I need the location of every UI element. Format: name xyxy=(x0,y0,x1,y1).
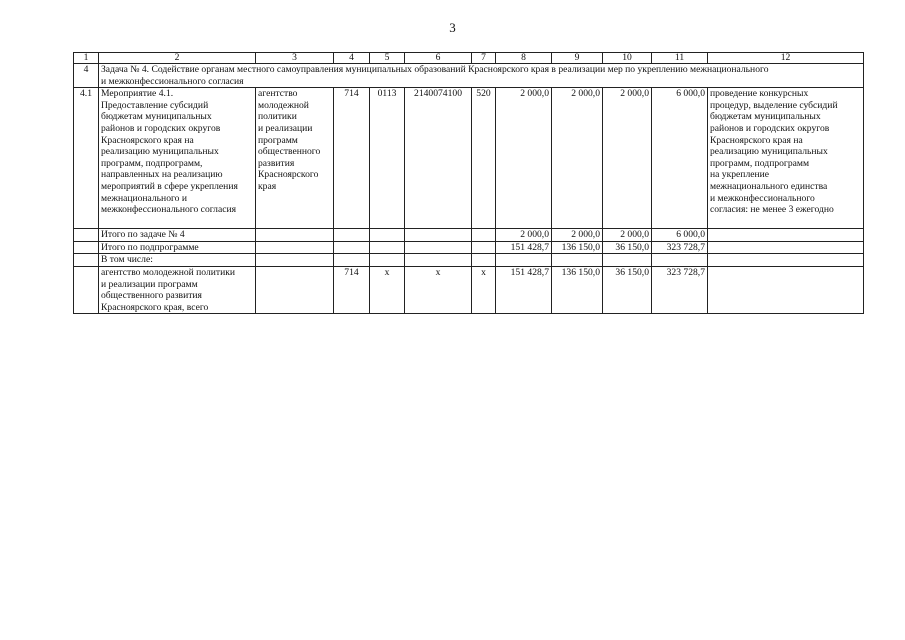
col-header-12: 12 xyxy=(708,53,864,64)
col-header-3: 3 xyxy=(256,53,334,64)
column-number-header-row xyxy=(74,53,864,64)
subprogram-total-year2: 136 150,0 xyxy=(552,241,603,254)
including-row xyxy=(74,254,864,267)
empty-cell xyxy=(74,229,99,242)
empty-cell xyxy=(652,254,708,267)
measure-vr: 520 xyxy=(472,88,496,229)
task-total-sum: 6 000,0 xyxy=(652,229,708,242)
empty-cell xyxy=(472,241,496,254)
agency-rzpr: х xyxy=(370,266,405,313)
task-title: Задача № 4. Содействие органам местного самоуправления муниципальных образований Красноярского края в реализации мер по укреплению межнационального и межконфессионального согласия xyxy=(99,64,864,88)
col-header-10: 10 xyxy=(603,53,652,64)
agency-total: 323 728,7 xyxy=(652,266,708,313)
task-total-year3: 2 000,0 xyxy=(603,229,652,242)
subprogram-total-row xyxy=(74,241,864,254)
subprogram-total-year3: 36 150,0 xyxy=(603,241,652,254)
agency-grbs: 714 xyxy=(334,266,370,313)
measure-csr: 2140074100 xyxy=(405,88,472,229)
measure-result: проведение конкурсных процедур, выделение субсидий бюджетам муниципальных районов и городских округов Красноярского края на реализацию муниципальных программ, подпрограмм на укрепление межнационального единства и межконфессионального согласия: не менее 3 ежегодно xyxy=(708,88,864,229)
task-total-year1: 2 000,0 xyxy=(496,229,552,242)
task-total-row xyxy=(74,229,864,242)
task-4-row xyxy=(74,64,864,88)
agency-year1: 151 428,7 xyxy=(496,266,552,313)
subprogram-total-label: Итого по подпрограмме xyxy=(99,241,256,254)
col-header-2: 2 xyxy=(99,53,256,64)
subprogram-total-sum: 323 728,7 xyxy=(652,241,708,254)
subprogram-total-year1: 151 428,7 xyxy=(496,241,552,254)
empty-cell xyxy=(256,266,334,313)
empty-cell xyxy=(74,266,99,313)
empty-cell xyxy=(472,229,496,242)
measure-rzpr: 0113 xyxy=(370,88,405,229)
empty-cell xyxy=(370,229,405,242)
empty-cell xyxy=(708,254,864,267)
agency-year2: 136 150,0 xyxy=(552,266,603,313)
col-header-8: 8 xyxy=(496,53,552,64)
empty-cell xyxy=(708,266,864,313)
budget-table xyxy=(73,52,864,314)
task-total-year2: 2 000,0 xyxy=(552,229,603,242)
col-header-1: 1 xyxy=(74,53,99,64)
empty-cell xyxy=(603,254,652,267)
empty-cell xyxy=(74,254,99,267)
measure-number: 4.1 xyxy=(74,88,99,229)
col-header-7: 7 xyxy=(472,53,496,64)
agency-name: агентство молодежной политики и реализации программ общественного развития Красноярского края, всего xyxy=(99,266,256,313)
empty-cell xyxy=(370,241,405,254)
including-label: В том числе: xyxy=(99,254,256,267)
task-total-label: Итого по задаче № 4 xyxy=(99,229,256,242)
empty-cell xyxy=(256,241,334,254)
page-number: 3 xyxy=(449,20,456,35)
col-header-4: 4 xyxy=(334,53,370,64)
agency-row xyxy=(74,266,864,313)
empty-cell xyxy=(256,254,334,267)
measure-year2: 2 000,0 xyxy=(552,88,603,229)
col-header-5: 5 xyxy=(370,53,405,64)
measure-year3: 2 000,0 xyxy=(603,88,652,229)
col-header-9: 9 xyxy=(552,53,603,64)
measure-4-1-row xyxy=(74,88,864,229)
empty-cell xyxy=(496,254,552,267)
empty-cell xyxy=(256,229,334,242)
agency-year3: 36 150,0 xyxy=(603,266,652,313)
empty-cell xyxy=(405,241,472,254)
measure-grbs: 714 xyxy=(334,88,370,229)
empty-cell xyxy=(405,254,472,267)
empty-cell xyxy=(334,241,370,254)
empty-cell xyxy=(708,241,864,254)
empty-cell xyxy=(334,229,370,242)
empty-cell xyxy=(708,229,864,242)
agency-csr: х xyxy=(405,266,472,313)
measure-year1: 2 000,0 xyxy=(496,88,552,229)
col-header-11: 11 xyxy=(652,53,708,64)
agency-vr: х xyxy=(472,266,496,313)
measure-total: 6 000,0 xyxy=(652,88,708,229)
measure-executor: агентство молодежной политики и реализации программ общественного развития Красноярского края xyxy=(256,88,334,229)
empty-cell xyxy=(370,254,405,267)
empty-cell xyxy=(74,241,99,254)
task-number: 4 xyxy=(74,64,99,88)
empty-cell xyxy=(334,254,370,267)
measure-name: Мероприятие 4.1. Предоставление субсидий бюджетам муниципальных районов и городских округов Красноярского края на реализацию муниципальных программ, подпрограмм, направленных на реализацию мероприятий в сфере укрепления межнационального и межконфессионального согласия xyxy=(99,88,256,229)
empty-cell xyxy=(472,254,496,267)
empty-cell xyxy=(405,229,472,242)
col-header-6: 6 xyxy=(405,53,472,64)
empty-cell xyxy=(552,254,603,267)
